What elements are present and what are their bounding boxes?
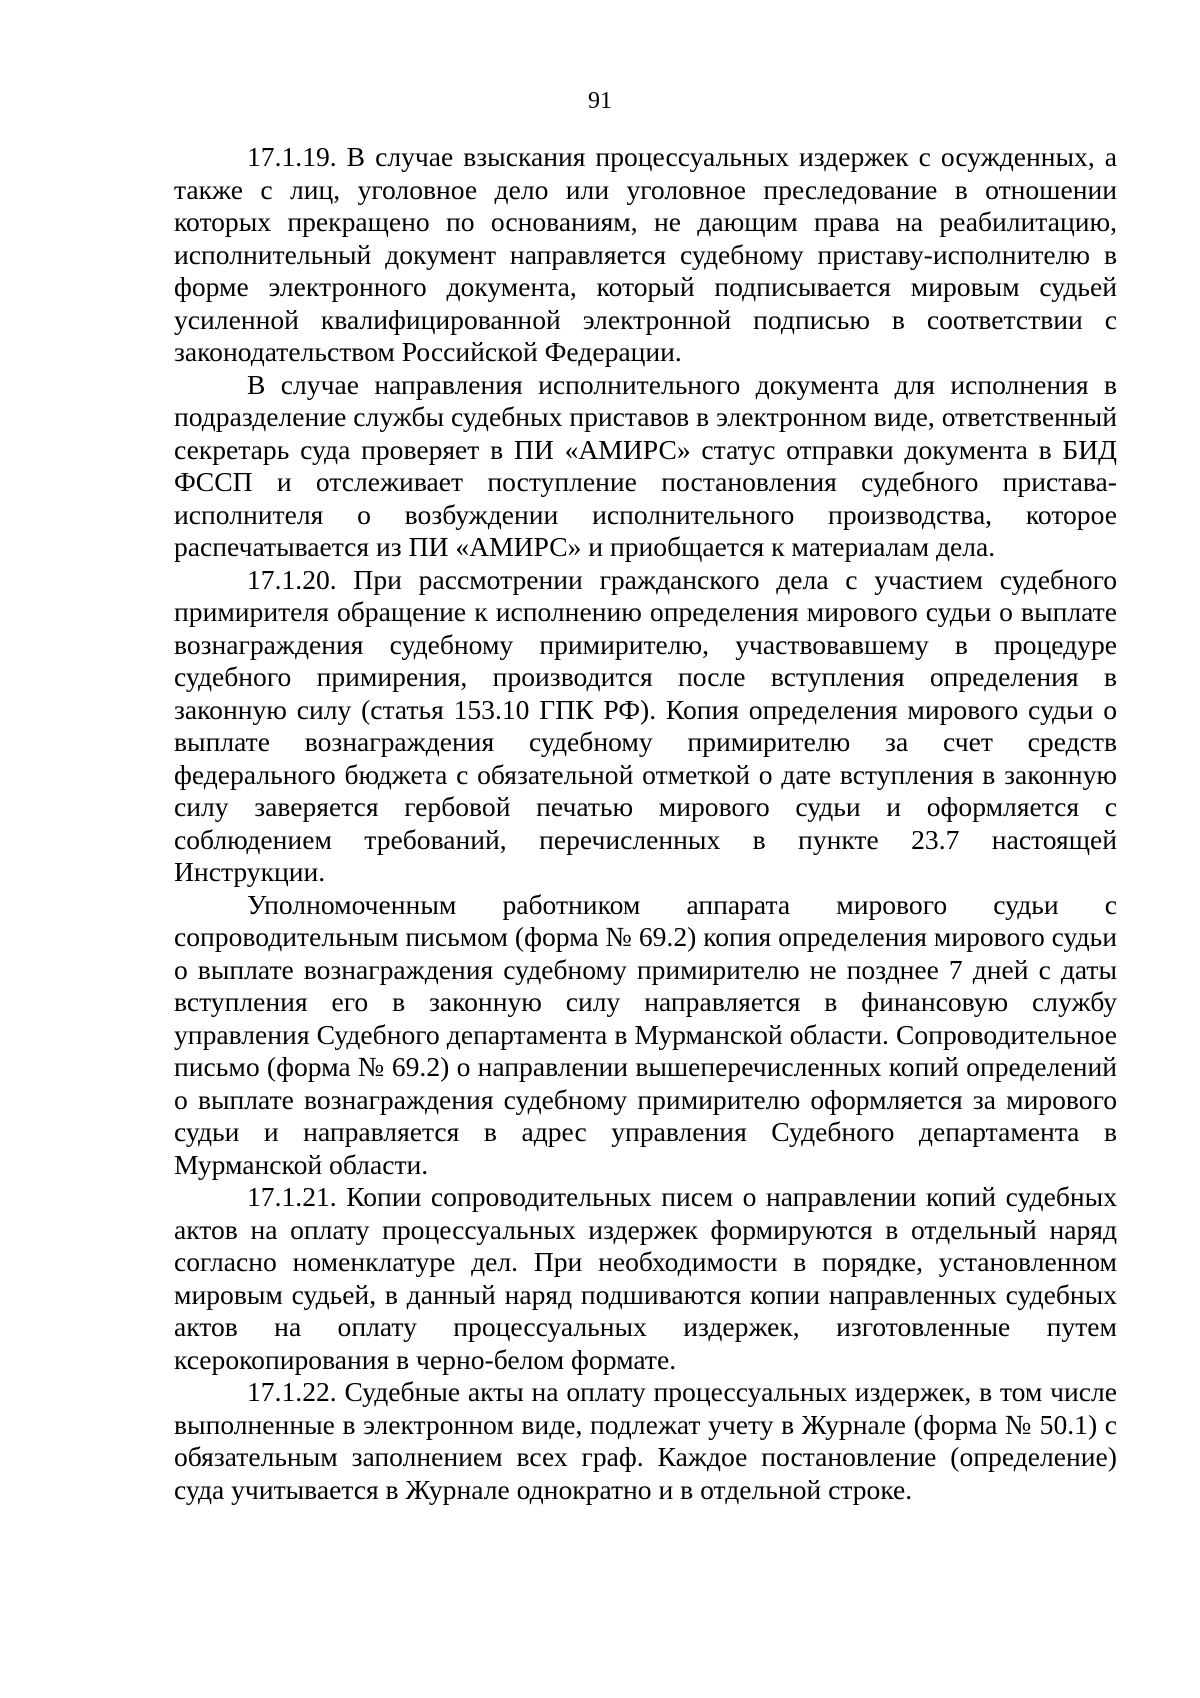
paragraph-17-1-22: 17.1.22. Судебные акты на оплату процессуальных издержек, в том числе выполненные в электронном виде, подлежат учету в Журнале (форма № 50.1) с обязательным заполнением всех граф. Каждое постановление (определение) суда учитывается в Журнале однократно и в отдельной строке. <box>174 1376 1117 1505</box>
paragraph-electronic-submission: В случае направления исполнительного документа для исполнения в подразделение службы судебных приставов в электронном виде, ответственный секретарь суда проверяет в ПИ «АМИРС» статус отправки документа в БИД ФССП и отслеживает поступление постановления судебного пристава-исполнителя о возбуждении исполнительного производства, которое распечатывается из ПИ «АМИРС» и приобщается к материалам дела. <box>174 368 1117 562</box>
paragraph-17-1-20: 17.1.20. При рассмотрении гражданского дела с участием судебного примирителя обращение к исполнению определения мирового судьи о выплате вознаграждения судебному примирителю, участвовавшему в процедуре судебного примирения, производится после вступления определения в законную силу (статья 153.10 ГПК РФ). Копия определения мирового судьи о выплате вознаграждения судебному примирителю за счет средств федерального бюджета с обязательной отметкой о дате вступления в законную силу заверяется гербовой печатью мирового судьи и оформляется с соблюдением требований, перечисленных в пункте 23.7 настоящей Инструкции. <box>174 563 1117 887</box>
paragraph-authorized-employee: Уполномоченным работником аппарата мирового судьи с сопроводительным письмом (форма № 69.2) копия определения мирового судьи о выплате вознаграждения судебному примирителю не позднее 7 дней с даты вступления его в законную силу направляется в финансовую службу управления Судебного департамента в Мурманской области. Сопроводительное письмо (форма № 69.2) о направлении вышеперечисленных копий определений о выплате вознаграждения судебному примирителю оформляется за мирового судьи и направляется в адрес управления Судебного департамента в Мурманской области. <box>174 888 1117 1180</box>
page-number: 91 <box>588 88 612 114</box>
paragraph-17-1-21: 17.1.21. Копии сопроводительных писем о направлении копий судебных актов на оплату процессуальных издержек формируются в отдельный наряд согласно номенклатуре дел. При необходимости в порядке, установленном мировым судьей, в данный наряд подшиваются копии направленных судебных актов на оплату процессуальных издержек, изготовленные путем ксерокопирования в черно-белом формате. <box>174 1181 1117 1375</box>
paragraph-17-1-19: 17.1.19. В случае взыскания процессуальных издержек с осужденных, а также с лиц, уголовное дело или уголовное преследование в отношении которых прекращено по основаниям, не дающим права на реабилитацию, исполнительный документ направляется судебному приставу-исполнителю в форме электронного документа, который подписывается мировым судьей усиленной квалифицированной электронной подписью в соответствии с законодательством Российской Федерации. <box>174 141 1117 367</box>
body-text <box>174 141 1117 1506</box>
